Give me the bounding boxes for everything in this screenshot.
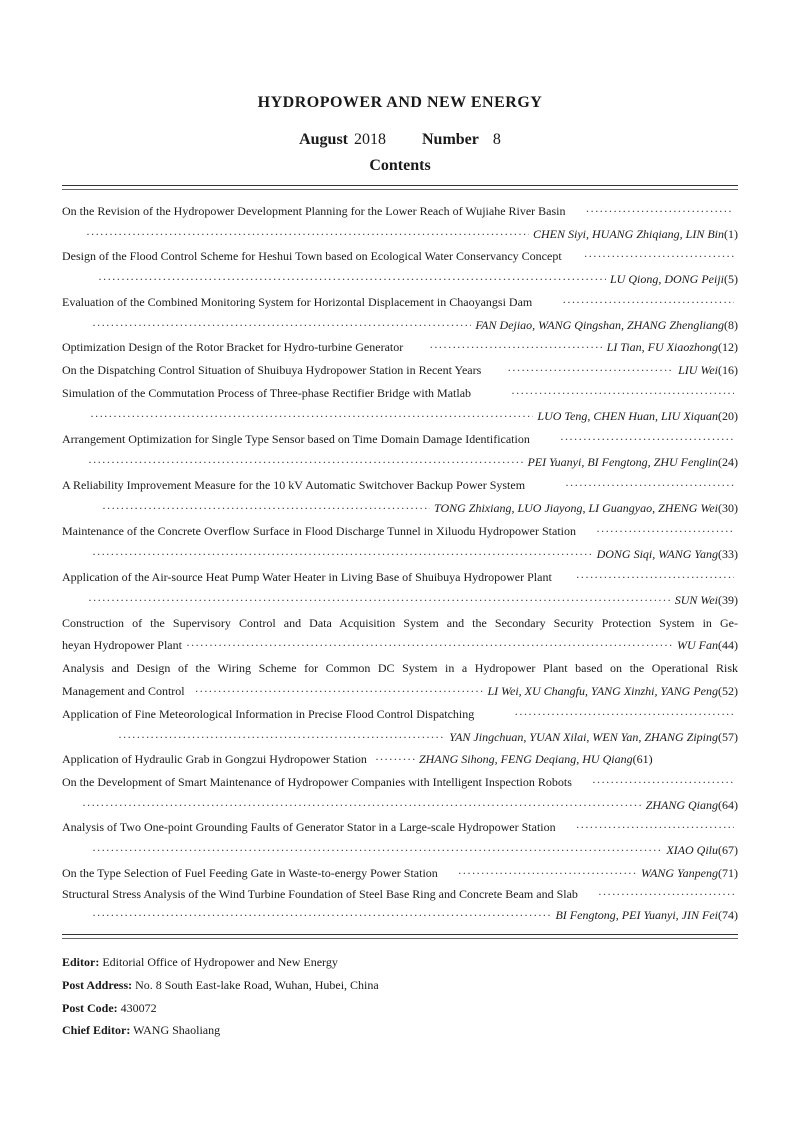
toc-entry: Application of Hydraulic Grab in Gongzui Hydropower Station ····· ZHANG Sihong, FENG Deqiang, HU Qiang (61)	[62, 750, 738, 768]
toc-entry-author: ····· TONG Zhixiang, LUO Jiayong, LI Guangyao, ZHENG Wei (30)	[62, 499, 738, 517]
top-rule	[62, 185, 738, 186]
top-rule-inner	[62, 189, 738, 190]
toc-entry-author: ····· LU Qiong, DONG Peiji (5)	[62, 270, 738, 288]
toc-entry-title: Construction of the Supervisory Control and Data Acquisition System and the Secondary Security Protection System in Ge-	[62, 616, 738, 630]
toc-entry: On the Type Selection of Fuel Feeding Gate in Waste-to-energy Power Station ····· WANG Yanpeng (71)	[62, 864, 738, 882]
toc-entry-title: A Reliability Improvement Measure for the 10 kV Automatic Switchover Backup Power System ·····	[62, 476, 738, 494]
toc-entry-author: ····· YAN Jingchuan, YUAN Xilai, WEN Yan, ZHANG Ziping (57)	[62, 728, 738, 746]
toc-entry-author: ····· FAN Dejiao, WANG Qingshan, ZHANG Zhengliang (8)	[62, 316, 738, 334]
issue-number: 8	[492, 131, 501, 148]
toc-entry-author: ····· XIAO Qilu (67)	[62, 841, 738, 859]
toc-entry-title: Structural Stress Analysis of the Wind Turbine Foundation of Steel Base Ring and Concrete Beam and Slab ·····	[62, 885, 738, 903]
postcode-line: Post Code: 430072	[62, 1001, 157, 1015]
journal-title: HYDROPOWER AND NEW ENERGY	[257, 94, 543, 111]
toc-entry: Optimization Design of the Rotor Bracket for Hydro-turbine Generator ····· LI Tian, FU Xiaozhong (12)	[62, 338, 738, 356]
contents-heading: Contents	[369, 157, 431, 174]
toc-entry-author: ····· CHEN Siyi, HUANG Zhiqiang, LIN Bin (1)	[62, 225, 738, 243]
toc-entry-title: Maintenance of the Concrete Overflow Surface in Flood Discharge Tunnel in Xiluodu Hydropower Station ·····	[62, 522, 738, 540]
address-line: Post Address: No. 8 South East-lake Road, Wuhan, Hubei, China	[62, 978, 379, 992]
toc-entry-author: ····· LUO Teng, CHEN Huan, LIU Xiquan (20)	[62, 407, 738, 425]
toc-entry-author: heyan Hydropower Plant ····· WU Fan (44)	[62, 636, 738, 654]
issue-number-label: Number	[422, 131, 479, 148]
toc-entry-title: Application of Fine Meteorological Information in Precise Flood Control Dispatching ·····	[62, 705, 738, 723]
toc-entry-author: ····· PEI Yuanyi, BI Fengtong, ZHU Fenglin (24)	[62, 453, 738, 471]
toc-entry-title: Analysis of Two One-point Grounding Faults of Generator Stator in a Large-scale Hydropower Station ·····	[62, 818, 738, 836]
chief-editor-line: Chief Editor: WANG Shaoliang	[62, 1023, 221, 1037]
toc-entry-title: Analysis and Design of the Wiring Scheme for Common DC System in a Hydropower Plant based on the Operational Risk	[62, 661, 738, 675]
bottom-rule	[62, 934, 738, 935]
bottom-rule-inner	[62, 938, 738, 939]
editor-line: Editor: Editorial Office of Hydropower and New Energy	[62, 955, 338, 969]
toc-entry-author: Management and Control ····· LI Wei, XU Changfu, YANG Xinzhi, YANG Peng (52)	[62, 682, 738, 700]
toc-entry-author: ····· BI Fengtong, PEI Yuanyi, JIN Fei (74)	[62, 906, 738, 924]
issue-month: August	[299, 131, 348, 148]
issue-year: 2018	[354, 131, 386, 148]
toc-entry-title: Design of the Flood Control Scheme for Heshui Town based on Ecological Water Conservancy Concept ·····	[62, 247, 738, 265]
toc-entry-title: On the Revision of the Hydropower Development Planning for the Lower Reach of Wujiahe River Basin ·····	[62, 202, 738, 220]
toc-entry-author: ····· SUN Wei (39)	[62, 591, 738, 609]
toc-entry-title: Simulation of the Commutation Process of Three-phase Rectifier Bridge with Matlab ·····	[62, 384, 738, 402]
toc-entry-author: ····· DONG Siqi, WANG Yang (33)	[62, 545, 738, 563]
toc-entry-title: Arrangement Optimization for Single Type Sensor based on Time Domain Damage Identification ·····	[62, 430, 738, 448]
toc-entry: On the Dispatching Control Situation of Shuibuya Hydropower Station in Recent Years ····· LIU Wei (16)	[62, 361, 738, 379]
toc-entry-author: ····· ZHANG Qiang (64)	[62, 796, 738, 814]
issue-line	[0, 131, 800, 149]
toc-entry-title: Application of the Air-source Heat Pump Water Heater in Living Base of Shuibuya Hydropower Plant ·····	[62, 568, 738, 586]
toc-entry-title: Evaluation of the Combined Monitoring System for Horizontal Displacement in Chaoyangsi Dam ·····	[62, 293, 738, 311]
toc-entry-title: On the Development of Smart Maintenance of Hydropower Companies with Intelligent Inspection Robots ·····	[62, 773, 738, 791]
